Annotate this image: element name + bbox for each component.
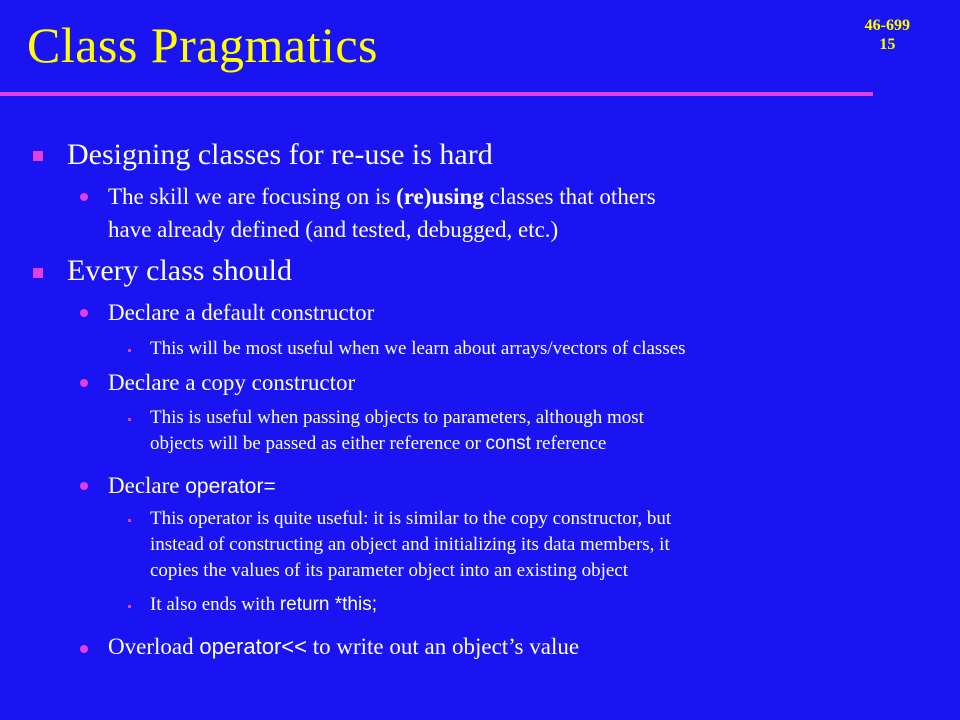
assign-code: operator=	[185, 475, 276, 498]
round-bullet-icon	[80, 193, 88, 201]
bullet-default-constructor: Declare a default constructor	[108, 300, 375, 325]
square-bullet-icon	[33, 151, 43, 161]
note-default-constructor: This will be most useful when we learn about arrays/vectors of classes	[150, 338, 686, 359]
bullet-every-class: Every class should	[67, 254, 292, 287]
note-copy-text-post: reference	[530, 433, 607, 454]
round-bullet-icon	[80, 379, 88, 387]
slide-title: Class Pragmatics	[27, 17, 379, 73]
skill-text-post: classes that others	[483, 184, 656, 209]
note-copy-text-pre: objects will be passed as either reference or	[150, 433, 486, 454]
note-copy-constructor-line1: This is useful when passing objects to parameters, although most	[150, 407, 644, 428]
round-bullet-icon	[80, 482, 88, 490]
small-bullet-icon	[128, 349, 131, 352]
note-assign-line2: instead of constructing an object and initializing its data members, it	[150, 534, 670, 555]
small-bullet-icon	[128, 605, 131, 608]
bullet-designing: Designing classes for re-use is hard	[67, 138, 493, 171]
round-bullet-icon	[80, 645, 88, 653]
bullet-overload-stream	[108, 630, 579, 663]
bullet-assignment-operator	[108, 469, 276, 503]
note-copy-code: const	[485, 433, 531, 454]
overload-text-post: to write out an object’s value	[306, 634, 580, 659]
bullet-skill-line2: have already defined (and tested, debugged, etc.)	[108, 217, 559, 242]
page-number: 15	[879, 36, 896, 53]
bullet-skill	[108, 180, 888, 213]
note-return-this	[150, 592, 377, 618]
skill-text-bold: (re)using	[396, 184, 484, 209]
bullet-copy-constructor: Declare a copy constructor	[108, 370, 356, 395]
assign-text-pre: Declare	[108, 473, 186, 498]
note-assign-line1: This operator is quite useful: it is similar to the copy constructor, but	[150, 508, 672, 529]
skill-text-pre: The skill we are focusing on is	[108, 184, 397, 209]
note-copy-constructor-line2	[150, 431, 606, 457]
round-bullet-icon	[80, 309, 88, 317]
note-assign-line3: copies the values of its parameter object into an existing object	[150, 560, 629, 581]
overload-code: operator<<	[199, 634, 307, 659]
small-bullet-icon	[128, 418, 131, 421]
course-number: 46-699	[864, 17, 910, 34]
square-bullet-icon	[33, 268, 43, 278]
return-code: return *this;	[279, 594, 377, 615]
overload-text-pre: Overload	[108, 634, 200, 659]
return-text-pre: It also ends with	[150, 594, 280, 615]
small-bullet-icon	[128, 519, 131, 522]
